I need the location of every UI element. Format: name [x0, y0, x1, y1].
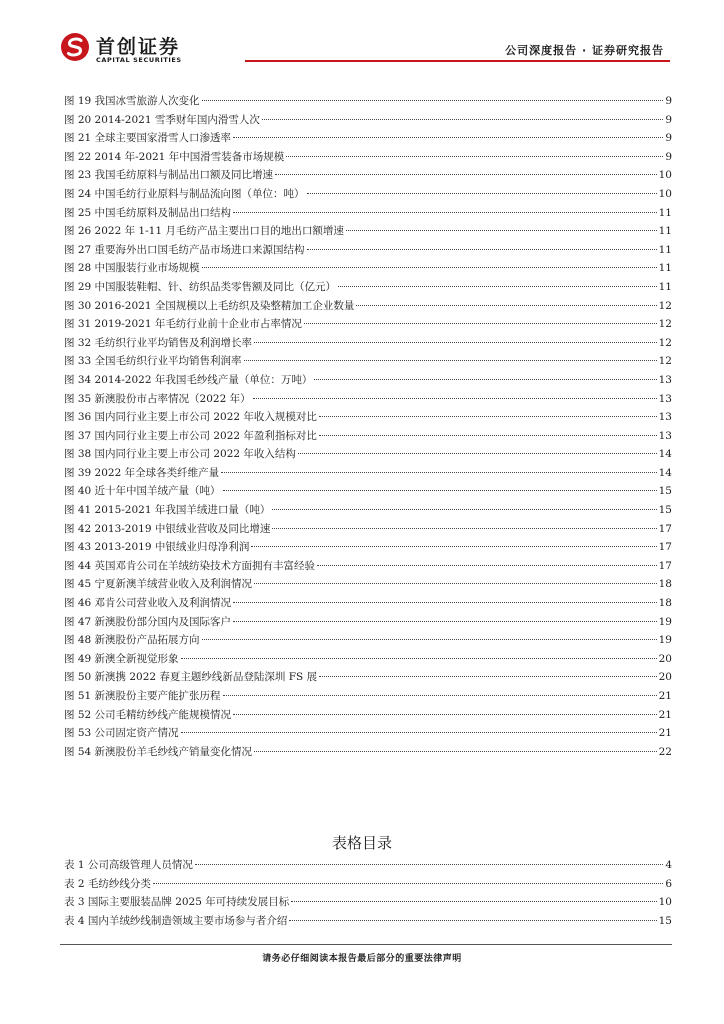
toc-entry-label[interactable]: 图 54 新澳股份羊毛纱线产销量变化情况 — [64, 745, 253, 758]
figure-toc-entry[interactable] — [64, 521, 672, 540]
figure-toc-entry[interactable] — [64, 372, 672, 391]
toc-page-number[interactable]: 12 — [658, 299, 672, 312]
toc-entry-label[interactable]: 图 26 2022 年 1-11 月毛纺产品主要出口目的地出口额增速 — [64, 225, 344, 238]
toc-dot-leader — [202, 639, 657, 640]
toc-page-number[interactable]: 11 — [658, 243, 672, 256]
toc-dot-leader — [233, 621, 657, 622]
toc-page-number[interactable]: 10 — [658, 896, 672, 909]
toc-dot-leader — [251, 546, 656, 547]
toc-page-number[interactable]: 14 — [658, 448, 672, 461]
toc-dot-leader — [233, 212, 657, 213]
toc-entry-label[interactable]: 图 52 公司毛精纺纱线产能规模情况 — [64, 708, 232, 721]
toc-entry-label[interactable]: 表 1 公司高级管理人员情况 — [64, 859, 193, 871]
toc-dot-leader — [319, 676, 657, 677]
toc-page-number[interactable]: 13 — [658, 392, 672, 405]
toc-dot-leader — [319, 435, 657, 436]
toc-page-number[interactable]: 13 — [658, 373, 672, 386]
toc-page-number[interactable]: 18 — [658, 578, 672, 591]
logo-chinese-name: 首创证券 — [96, 36, 181, 58]
toc-page-number[interactable]: 18 — [658, 597, 672, 610]
figure-toc-entry[interactable] — [64, 465, 672, 484]
toc-dot-leader — [233, 714, 657, 715]
toc-entry-label[interactable]: 图 39 2022 年全球各类纤维产量 — [64, 466, 220, 479]
toc-dot-leader — [356, 305, 656, 306]
toc-dot-leader — [307, 249, 657, 250]
toc-dot-leader — [338, 286, 657, 287]
figure-toc-entry[interactable] — [64, 669, 672, 688]
toc-page-number[interactable]: 15 — [658, 914, 672, 927]
figure-toc-entry[interactable] — [64, 353, 672, 372]
toc-dot-leader — [346, 230, 657, 231]
toc-page-number[interactable]: 19 — [658, 615, 672, 628]
toc-page-number[interactable]: 17 — [658, 541, 672, 554]
toc-dot-leader — [272, 528, 656, 529]
toc-dot-leader — [317, 565, 657, 566]
toc-dot-leader — [233, 137, 663, 138]
figure-toc-entry[interactable] — [64, 725, 672, 744]
figure-toc-entry[interactable] — [64, 298, 672, 317]
toc-entry-label[interactable]: 图 46 邓肯公司营业收入及利润情况 — [64, 597, 232, 610]
figure-toc-entry[interactable] — [64, 242, 672, 261]
toc-page-number[interactable]: 6 — [665, 877, 672, 890]
toc-entry-label[interactable]: 图 24 中国毛纺行业原料与制品流向图（单位：吨） — [64, 187, 305, 200]
toc-entry-label[interactable]: 图 23 我国毛纺原料与制品出口额及同比增速 — [64, 169, 274, 182]
report-type-label: 公司深度报告 · 证券研究报告 — [505, 44, 664, 57]
toc-dot-leader — [181, 732, 657, 733]
toc-dot-leader — [262, 119, 663, 120]
footer-disclaimer: 请务必仔细阅读本报告最后部分的重要法律声明 — [262, 954, 462, 964]
toc-entry-label[interactable]: 图 53 公司固定资产情况 — [64, 727, 179, 740]
toc-dot-leader — [298, 453, 657, 454]
tables-toc-title: 表格目录 — [331, 834, 392, 852]
figure-toc-entry[interactable] — [64, 186, 672, 205]
figure-toc-entry[interactable] — [64, 391, 672, 410]
toc-page-number[interactable]: 19 — [658, 634, 672, 647]
table-toc-entry[interactable] — [64, 894, 672, 913]
table-toc-entry[interactable] — [64, 876, 672, 895]
toc-entry-label[interactable]: 图 51 新澳股份主要产能扩张历程 — [64, 690, 221, 702]
toc-dot-leader — [223, 490, 657, 491]
toc-entry-label[interactable]: 图 48 新澳股份产品拓展方向 — [64, 634, 200, 647]
toc-page-number[interactable]: 10 — [658, 169, 672, 182]
toc-entry-label[interactable]: 表 3 国际主要服装品牌 2025 年可持续发展目标 — [64, 896, 290, 909]
figure-toc-entry[interactable] — [64, 576, 672, 595]
toc-dot-leader — [307, 193, 657, 194]
toc-page-number[interactable]: 14 — [658, 466, 672, 479]
table-toc-entry[interactable] — [64, 913, 672, 932]
toc-entry-label[interactable]: 图 27 重要海外出口国毛纺产品市场进口来源国结构 — [64, 243, 305, 256]
toc-dot-leader — [202, 100, 664, 101]
figure-toc-entry[interactable] — [64, 483, 672, 502]
toc-dot-leader — [195, 864, 663, 865]
figure-toc-entry[interactable] — [64, 93, 672, 112]
toc-page-number[interactable]: 17 — [658, 522, 672, 535]
toc-entry-label[interactable]: 图 25 中国毛纺原料及制品出口结构 — [64, 206, 232, 219]
figure-toc-entry[interactable] — [64, 502, 672, 521]
toc-entry-label[interactable]: 图 20 2014-2021 雪季财年国内滑雪人次 — [64, 113, 260, 126]
toc-entry-label[interactable]: 图 34 2014-2022 年我国毛纱线产量（单位：万吨） — [64, 373, 313, 386]
toc-page-number[interactable]: 9 — [665, 95, 672, 107]
toc-entry-label[interactable]: 图 43 2013-2019 中银绒业归母净利润 — [64, 541, 250, 554]
toc-dot-leader — [181, 658, 657, 659]
toc-page-number[interactable]: 9 — [665, 132, 672, 145]
figure-toc-entry[interactable] — [64, 149, 672, 168]
figure-toc-entry[interactable] — [64, 651, 672, 670]
toc-dot-leader — [244, 360, 657, 361]
toc-dot-leader — [254, 751, 657, 752]
toc-entry-label[interactable]: 图 49 新澳全新视觉形象 — [64, 652, 179, 665]
toc-entry-label[interactable]: 图 21 全球主要国家滑雪人口渗透率 — [64, 132, 232, 145]
figure-toc-entry[interactable] — [64, 223, 672, 242]
toc-entry-label[interactable]: 图 30 2016-2021 全国规模以上毛纺织及染整精加工企业数量 — [64, 299, 355, 312]
toc-page-number[interactable]: 22 — [658, 745, 672, 758]
figure-toc-entry[interactable] — [64, 409, 672, 428]
toc-page-number[interactable]: 12 — [658, 336, 672, 349]
toc-entry-label[interactable]: 图 28 中国服装行业市场规模 — [64, 262, 200, 275]
toc-page-number[interactable]: 9 — [665, 150, 672, 163]
figure-toc-entry[interactable] — [64, 707, 672, 726]
toc-dot-leader — [319, 416, 657, 417]
toc-page-number[interactable]: 20 — [658, 671, 672, 684]
toc-entry-label[interactable]: 表 4 国内羊绒纱线制造领域主要市场参与者介绍 — [64, 914, 288, 927]
figure-toc-entry[interactable] — [64, 558, 672, 577]
tables-toc-list — [64, 857, 672, 931]
toc-page-number[interactable]: 11 — [658, 280, 672, 293]
toc-page-number[interactable]: 10 — [658, 187, 672, 200]
toc-dot-leader — [254, 583, 657, 584]
figure-toc-entry[interactable] — [64, 539, 672, 558]
toc-dot-leader — [272, 509, 656, 510]
figure-toc-entry[interactable] — [64, 595, 672, 614]
figure-toc-entry[interactable] — [64, 446, 672, 465]
toc-dot-leader — [153, 883, 663, 884]
figure-toc-entry[interactable] — [64, 279, 672, 298]
toc-page-number[interactable]: 11 — [658, 206, 672, 219]
toc-page-number[interactable]: 12 — [658, 355, 672, 368]
toc-page-number[interactable]: 11 — [658, 262, 672, 275]
figure-toc-entry[interactable] — [64, 688, 672, 707]
toc-dot-leader — [254, 342, 657, 343]
toc-entry-label[interactable]: 图 42 2013-2019 中银绒业营收及同比增速 — [64, 522, 271, 535]
toc-entry-label[interactable]: 图 47 新澳股份部分国内及国际客户 — [64, 615, 232, 628]
toc-page-number[interactable]: 13 — [658, 429, 672, 442]
toc-dot-leader — [233, 602, 657, 603]
figure-toc-entry[interactable] — [64, 614, 672, 633]
toc-page-number[interactable]: 15 — [658, 504, 672, 517]
figure-toc-entry[interactable] — [64, 205, 672, 224]
toc-dot-leader — [314, 379, 656, 380]
toc-page-number[interactable]: 13 — [658, 411, 672, 424]
figure-toc-entry[interactable] — [64, 428, 672, 447]
figure-toc-entry[interactable] — [64, 316, 672, 335]
toc-entry-label[interactable]: 图 19 我国冰雪旅游人次变化 — [64, 95, 200, 107]
toc-entry-label[interactable]: 图 50 新澳携 2022 春夏主题纱线新品登陆深圳 FS 展 — [64, 671, 318, 684]
toc-dot-leader — [286, 156, 663, 157]
toc-entry-label[interactable]: 图 41 2015-2021 年我国羊绒进口量（吨） — [64, 504, 271, 517]
toc-dot-leader — [202, 267, 657, 268]
figure-toc-entry[interactable] — [64, 744, 672, 763]
toc-entry-label[interactable]: 图 32 毛纺织行业平均销售及利润增长率 — [64, 336, 253, 349]
toc-page-number[interactable]: 17 — [658, 559, 672, 572]
toc-page-number[interactable]: 9 — [665, 113, 672, 126]
figure-toc-entry[interactable] — [64, 335, 672, 354]
toc-entry-label[interactable]: 图 40 近十年中国羊绒产量（吨） — [64, 485, 221, 498]
toc-page-number[interactable]: 21 — [658, 708, 672, 721]
toc-dot-leader — [275, 174, 657, 175]
toc-entry-label[interactable]: 图 36 国内同行业主要上市公司 2022 年收入规模对比 — [64, 411, 317, 424]
figures-toc-list — [64, 93, 672, 762]
toc-entry-label[interactable]: 图 29 中国服装鞋帽、针、纺织品类零售额及同比（亿元） — [64, 280, 337, 293]
toc-dot-leader — [289, 920, 656, 921]
toc-entry-label[interactable]: 表 2 毛纺纱线分类 — [64, 877, 151, 890]
figure-toc-entry[interactable] — [64, 632, 672, 651]
toc-page-number[interactable]: 21 — [658, 727, 672, 740]
logo-english-name: CAPITAL SECURITIES — [96, 56, 182, 64]
footer-divider — [60, 944, 672, 945]
toc-dot-leader — [223, 695, 657, 696]
toc-dot-leader — [304, 323, 657, 324]
figure-toc-entry[interactable] — [64, 112, 672, 131]
toc-page-number[interactable]: 15 — [658, 485, 672, 498]
toc-entry-label[interactable]: 图 22 2014 年-2021 年中国滑雪装备市场规模 — [64, 150, 285, 163]
toc-page-number[interactable]: 11 — [658, 225, 672, 238]
toc-entry-label[interactable]: 图 35 新澳股份市占率情况（2022 年） — [64, 392, 251, 405]
table-toc-entry[interactable] — [64, 857, 672, 876]
toc-dot-leader — [291, 901, 656, 902]
toc-dot-leader — [253, 398, 657, 399]
capital-securities-logo-icon — [60, 32, 90, 62]
page-header — [60, 30, 670, 68]
toc-page-number[interactable]: 20 — [658, 652, 672, 665]
toc-entry-label[interactable]: 图 37 国内同行业主要上市公司 2022 年盈利指标对比 — [64, 429, 317, 442]
figure-toc-entry[interactable] — [64, 130, 672, 149]
figure-toc-entry[interactable] — [64, 167, 672, 186]
toc-page-number[interactable]: 12 — [658, 318, 672, 331]
toc-entry-label[interactable]: 图 44 英国邓肯公司在羊绒纺染技术方面拥有丰富经验 — [64, 559, 316, 572]
toc-entry-label[interactable]: 图 33 全国毛纺织行业平均销售利润率 — [64, 355, 242, 368]
header-divider — [245, 60, 670, 62]
toc-entry-label[interactable]: 图 31 2019-2021 年毛纺行业前十企业市占率情况 — [64, 318, 302, 331]
toc-page-number[interactable]: 21 — [658, 690, 672, 702]
toc-page-number[interactable]: 4 — [665, 859, 672, 871]
toc-dot-leader — [221, 472, 657, 473]
figure-toc-entry[interactable] — [64, 260, 672, 279]
toc-entry-label[interactable]: 图 38 国内同行业主要上市公司 2022 年收入结构 — [64, 448, 296, 461]
toc-entry-label[interactable]: 图 45 宁夏新澳羊绒营业收入及利润情况 — [64, 578, 253, 591]
